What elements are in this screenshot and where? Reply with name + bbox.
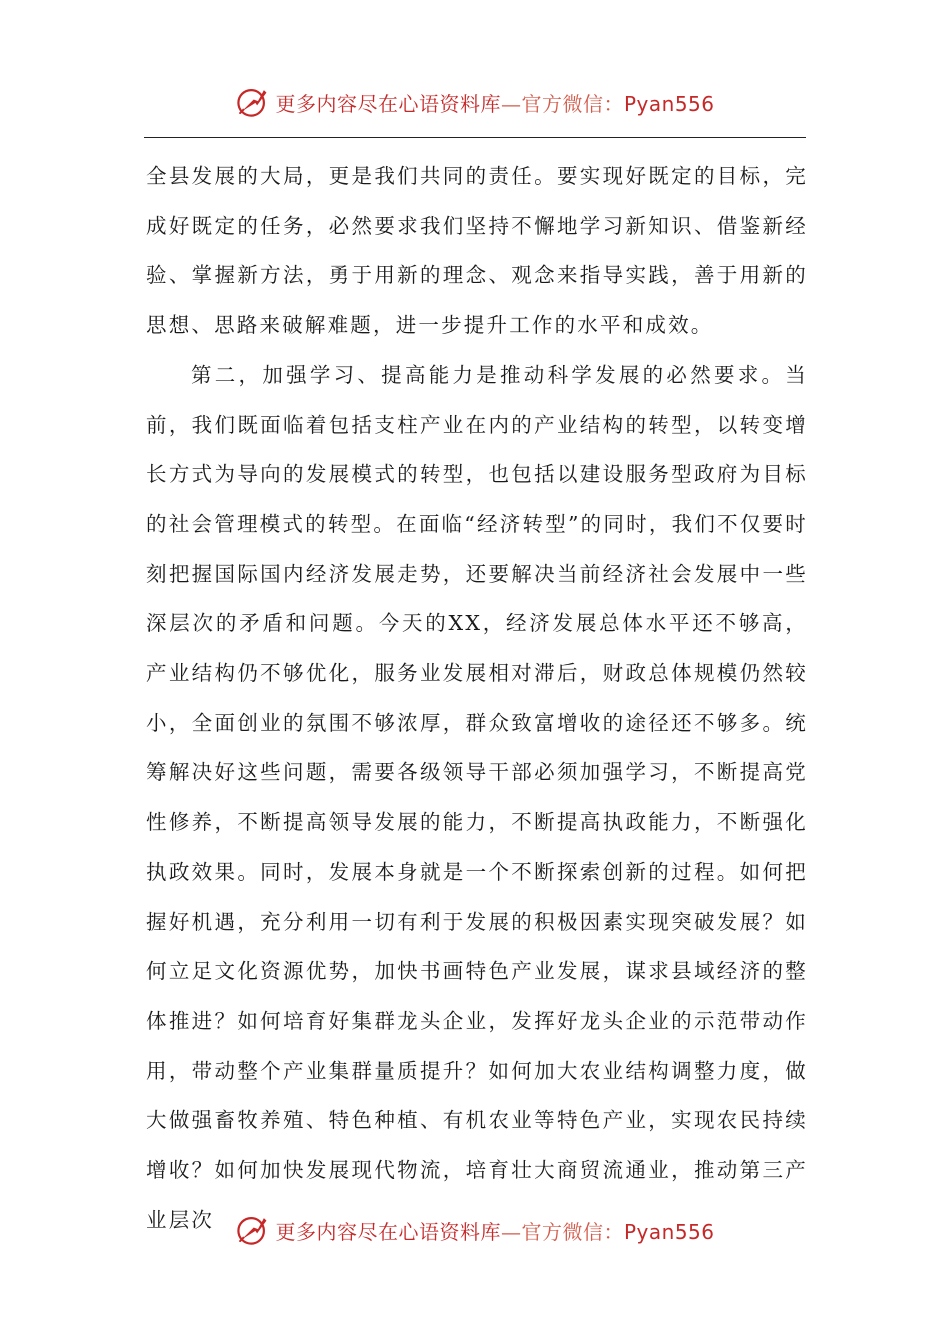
watermark-text [275, 1216, 714, 1245]
watermark-site: 更多内容尽在心语资料库 [275, 1219, 501, 1244]
watermark-separator: — [500, 1219, 522, 1244]
header-watermark [0, 82, 950, 122]
pen-logo-icon [235, 85, 269, 119]
watermark-wechat-id: Pyan556 [623, 91, 715, 116]
watermark-wechat-id: Pyan556 [623, 1219, 715, 1244]
watermark-text [275, 88, 714, 117]
document-body [146, 152, 808, 1245]
watermark-separator: — [500, 91, 522, 116]
paragraph-second-point: 第二，加强学习、提高能力是推动科学发展的必然要求。当前，我们既面临着包括支柱产业在内的产业结构的转型，以转变增长方式为导向的发展模式的转型，也包括以建设服务型政府为目标的社会管理模式的转型。在面临“经济转型”的同时，我们不仅要时刻把握国际国内经济发展走势，还要解决当前经济社会发展中一些深层次的矛盾和问题。今天的XX，经济发展总体水平还不够高，产业结构仍不够优化，服务业发展相对滞后，财政总体规模仍然较小，全面创业的氛围不够浓厚，群众致富增收的途径还不够多。统筹解决好这些问题，需要各级领导干部必须加强学习，不断提高党性修养，不断提高领导发展的能力，不断提高执政能力，不断强化执政效果。同时，发展本身就是一个不断探索创新的过程。如何把握好机遇，充分利用一切有利于发展的积极因素实现突破发展？如何立足文化资源优势，加快书画特色产业发展，谋求县域经济的整体推进？如何培育好集群龙头企业，发挥好龙头企业的示范带动作用，带动整个产业集群量质提升？如何加大农业结构调整力度，做大做强畜牧养殖、特色种植、有机农业等特色产业，实现农民持续增收？如何加快发展现代物流，培育壮大商贸流通业，推动第三产业层次 [146, 362, 808, 1232]
pen-logo-icon [235, 1213, 269, 1247]
watermark-wechat-label: 官方微信： [521, 1219, 624, 1244]
paragraph-continued: 全县发展的大局，更是我们共同的责任。要实现好既定的目标，完成好既定的任务，必然要求我们坚持不懈地学习新知识、借鉴新经验、掌握新方法，勇于用新的理念、观念来指导实践，善于用新的思想、思路来破解难题，进一步提升工作的水平和成效。 [146, 164, 808, 338]
watermark-wechat-label: 官方微信： [521, 91, 624, 116]
footer-watermark [0, 1210, 950, 1250]
header-divider [144, 137, 806, 138]
watermark-site: 更多内容尽在心语资料库 [275, 91, 501, 116]
